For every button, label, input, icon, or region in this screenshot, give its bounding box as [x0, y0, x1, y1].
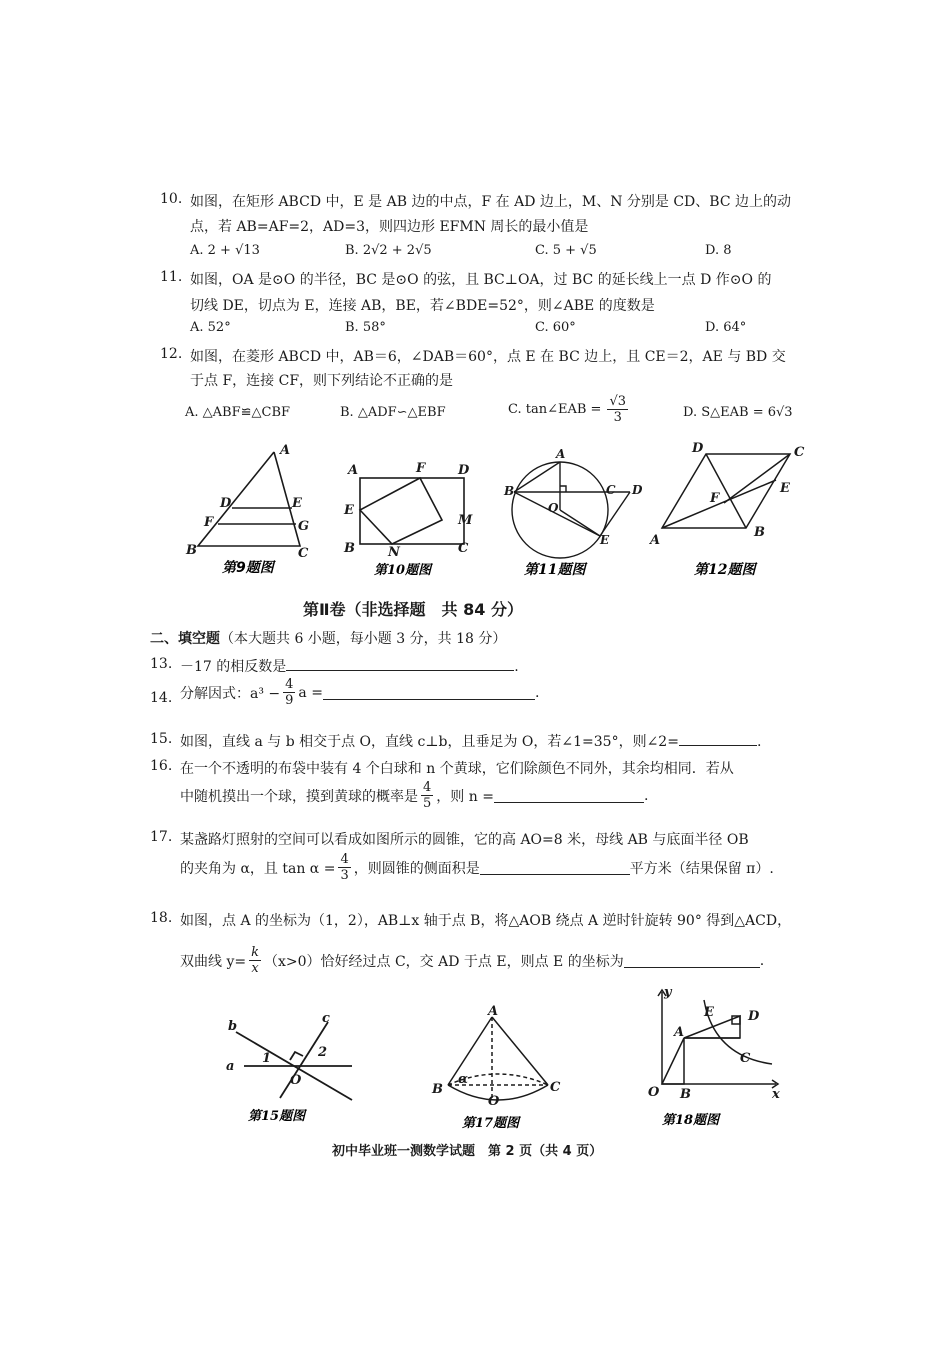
- q11-option-d: D. 64°: [705, 320, 747, 335]
- q17-line2b: ，则圆锥的侧面积是: [353, 860, 480, 877]
- q12-option-d: D. S△EAB = 6√3: [683, 405, 793, 420]
- q10-option-a: A. 2 + √13: [190, 243, 260, 258]
- figure-10-label-m: M: [458, 513, 473, 528]
- figure-15-label-o: O: [290, 1073, 302, 1088]
- q14-text: 分解因式：a³ −: [180, 685, 281, 702]
- q16-answer-blank[interactable]: [494, 788, 644, 803]
- q14-fraction-numerator: 4: [285, 677, 294, 692]
- q17-fraction-numerator: 4: [340, 852, 349, 867]
- q11-option-c: C. 60°: [535, 320, 576, 335]
- q13-answer-blank[interactable]: [286, 656, 514, 671]
- figure-11-caption: 第11题图: [524, 562, 586, 578]
- figure-15-label-c: c: [322, 1011, 330, 1026]
- figure-15-label-a: a: [226, 1059, 235, 1074]
- q12-line1: 如图，在菱形 ABCD 中，AB＝6，∠DAB＝60°，点 E 在 BC 边上，且 CE＝2，AE 与 BD 交: [190, 349, 786, 365]
- section2-title: 第Ⅱ卷（非选择题 共 84 分）: [303, 600, 523, 619]
- part2-heading: 二、填空题: [150, 631, 220, 647]
- q17-line2a: 的夹角为 α，且 tan α =: [180, 860, 336, 877]
- q18-line2a: 双曲线 y=: [180, 953, 247, 970]
- q13-end: .: [514, 659, 519, 675]
- figure-10-label-f: F: [416, 461, 426, 476]
- q15: [180, 731, 761, 751]
- figure-18-label-o: O: [648, 1085, 660, 1100]
- q17-line2c: 平方米（结果保留 π）.: [629, 860, 774, 877]
- figure-9-label-c: C: [298, 546, 309, 561]
- figure-11-label-b: B: [504, 484, 515, 498]
- figure-12-label-f: F: [710, 491, 720, 506]
- figure-11-label-o: O: [548, 501, 559, 515]
- q18-fraction-denominator: x: [251, 961, 259, 976]
- q15-end: .: [756, 734, 762, 750]
- q17-answer-blank[interactable]: [480, 860, 630, 875]
- figure-11-label-a: A: [556, 447, 566, 461]
- q18-number: 18.: [150, 910, 173, 926]
- q17-fraction: [338, 852, 350, 883]
- q12-option-b: B. △ADF∽△EBF: [340, 405, 446, 420]
- figure-11-label-c: C: [606, 483, 616, 497]
- figure-10: [340, 458, 480, 580]
- figure-10-label-n: N: [388, 545, 400, 560]
- q17-fraction-denominator: 3: [340, 868, 349, 883]
- figure-18-label-a: A: [674, 1025, 685, 1040]
- q13-number: 13.: [150, 656, 173, 672]
- figure-12-label-b: B: [754, 525, 765, 540]
- figure-11-label-e: E: [600, 533, 610, 547]
- q12-option-c-denominator: 3: [613, 410, 622, 425]
- part2-note: （本大题共 6 小题，每小题 3 分，共 18 分）: [220, 631, 507, 647]
- q13-text: －17 的相反数是: [180, 659, 287, 675]
- q11-option-b: B. 58°: [345, 320, 386, 335]
- q14-end: .: [534, 684, 540, 701]
- q10-option-d: D. 8: [705, 243, 732, 258]
- figure-17: [428, 1005, 568, 1133]
- q12-option-c-prefix: C. tan∠EAB =: [508, 402, 602, 417]
- figure-12-caption: 第12题图: [694, 562, 756, 578]
- figure-10-label-e: E: [344, 503, 354, 518]
- figure-17-caption: 第17题图: [462, 1116, 520, 1131]
- q16-line2b: ，则 n =: [436, 788, 494, 805]
- figure-15: [222, 1010, 362, 1130]
- figure-17-label-c: C: [550, 1080, 561, 1095]
- q15-number: 15.: [150, 731, 173, 747]
- q11-line1: 如图，OA 是⊙O 的半径，BC 是⊙O 的弦，且 BC⊥OA，过 BC 的延长线上一点 D 作⊙O 的: [190, 272, 772, 288]
- q14-fraction: [283, 677, 295, 708]
- q10-option-c: C. 5 + √5: [535, 243, 597, 258]
- figure-17-label-alpha: α: [458, 1072, 469, 1087]
- q16-line2a: 中随机摸出一个球，摸到黄球的概率是: [180, 788, 418, 805]
- figure-15-label-1: 1: [262, 1051, 272, 1066]
- q18-line1: 如图，点 A 的坐标为（1，2），AB⊥x 轴于点 B，将△AOB 绕点 A 逆时针旋转 90° 得到△ACD，: [180, 913, 792, 929]
- q16-fraction: [421, 780, 433, 811]
- q13: [180, 656, 519, 676]
- q11-line2: 切线 DE，切点为 E，连接 AB，BE，若∠BDE=52°，则∠ABE 的度数是: [190, 298, 655, 314]
- figure-9-label-a: A: [280, 443, 291, 458]
- q10-option-b: B. 2√2 + 2√5: [345, 243, 432, 258]
- figure-15-label-2: 2: [318, 1045, 328, 1060]
- figure-15-caption: 第15题图: [248, 1109, 306, 1124]
- q17-number: 17.: [150, 829, 173, 845]
- q16-end: .: [643, 787, 649, 804]
- figure-15-label-b: b: [228, 1019, 238, 1034]
- figure-18-label-e: E: [704, 1005, 714, 1020]
- part2-header: [150, 628, 506, 648]
- figure-17-label-a: A: [488, 1005, 499, 1019]
- q12-line2: 于点 F，连接 CF，则下列结论不正确的是: [190, 373, 454, 389]
- q14-answer-blank[interactable]: [323, 685, 535, 700]
- q14-number: 14.: [150, 690, 173, 706]
- q16-line2: [180, 780, 648, 811]
- figure-12-label-e: E: [780, 481, 790, 496]
- q16-line1: 在一个不透明的布袋中装有 4 个白球和 n 个黄球，它们除颜色不同外，其余均相同．若从: [180, 761, 734, 777]
- figure-17-label-o: O: [488, 1094, 500, 1109]
- figure-10-label-c: C: [458, 541, 469, 556]
- q11-number: 11.: [160, 269, 183, 285]
- q14: [180, 677, 539, 708]
- q17-line2: [180, 852, 774, 883]
- q14-text2: a =: [298, 684, 323, 701]
- q18-fraction-numerator: k: [251, 945, 259, 960]
- figure-9-label-b: B: [186, 543, 197, 558]
- q10-number: 10.: [160, 191, 183, 207]
- q15-answer-blank[interactable]: [679, 731, 757, 746]
- q12-option-c-fraction: [607, 394, 628, 425]
- q16-number: 16.: [150, 758, 173, 774]
- figure-10-label-d: D: [458, 463, 470, 478]
- figure-18-label-y: y: [664, 985, 672, 1000]
- q16-fraction-numerator: 4: [423, 780, 432, 795]
- figure-9-label-d: D: [220, 496, 232, 511]
- figure-12: [648, 440, 808, 580]
- figure-10-caption: 第10题图: [374, 563, 432, 578]
- figure-18-caption: 第18题图: [662, 1113, 720, 1128]
- figure-12-label-d: D: [692, 441, 704, 456]
- figure-9-caption: 第9题图: [222, 560, 274, 576]
- figure-18-label-c: C: [740, 1051, 751, 1066]
- figure-9: [180, 440, 320, 580]
- figure-17-label-b: B: [432, 1082, 443, 1097]
- figure-18-label-x: x: [772, 1087, 780, 1102]
- figure-9-label-e: E: [292, 496, 302, 511]
- figure-10-label-b: B: [344, 541, 355, 556]
- figure-10-label-a: A: [348, 463, 359, 478]
- q10-line2: 点，若 AB=AF=2，AD=3，则四边形 EFMN 周长的最小值是: [190, 219, 589, 235]
- q18-end: .: [759, 952, 765, 969]
- q12-option-c-numerator: √3: [609, 394, 627, 409]
- figure-18-label-d: D: [748, 1009, 760, 1024]
- q18-line2: [180, 945, 764, 976]
- q18-fraction: [249, 945, 261, 976]
- figure-18-label-b: B: [680, 1087, 691, 1102]
- figure-11-label-d: D: [632, 483, 643, 497]
- q12-option-c: [508, 394, 628, 425]
- q17-line1: 某盏路灯照射的空间可以看成如图所示的圆锥，它的高 AO=8 米，母线 AB 与底面半径 OB: [180, 832, 749, 848]
- figure-11: [502, 440, 652, 580]
- q10-line1: 如图，在矩形 ABCD 中，E 是 AB 边的中点，F 在 AD 边上，M、N 分别是 CD、BC 边上的动: [190, 194, 791, 210]
- figure-12-label-c: C: [794, 445, 805, 460]
- q15-text: 如图，直线 a 与 b 相交于点 O，直线 c⊥b，且垂足为 O，若∠1=35°，则∠2=: [180, 734, 679, 750]
- figure-12-label-a: A: [650, 533, 661, 548]
- q16-fraction-denominator: 5: [423, 796, 432, 811]
- page-footer: 初中毕业班一测数学试题 第 2 页（共 4 页）: [332, 1144, 603, 1159]
- q11-option-a: A. 52°: [190, 320, 231, 335]
- figure-9-label-g: G: [298, 519, 310, 534]
- q18-answer-blank[interactable]: [624, 953, 760, 968]
- q12-number: 12.: [160, 346, 183, 362]
- q14-fraction-denominator: 9: [285, 693, 294, 708]
- q12-option-a: A. △ABF≌△CBF: [185, 405, 291, 420]
- q18-line2b: （x>0）恰好经过点 C，交 AD 于点 E，则点 E 的坐标为: [263, 953, 624, 970]
- figure-18: [644, 984, 794, 1132]
- figure-9-label-f: F: [204, 515, 214, 530]
